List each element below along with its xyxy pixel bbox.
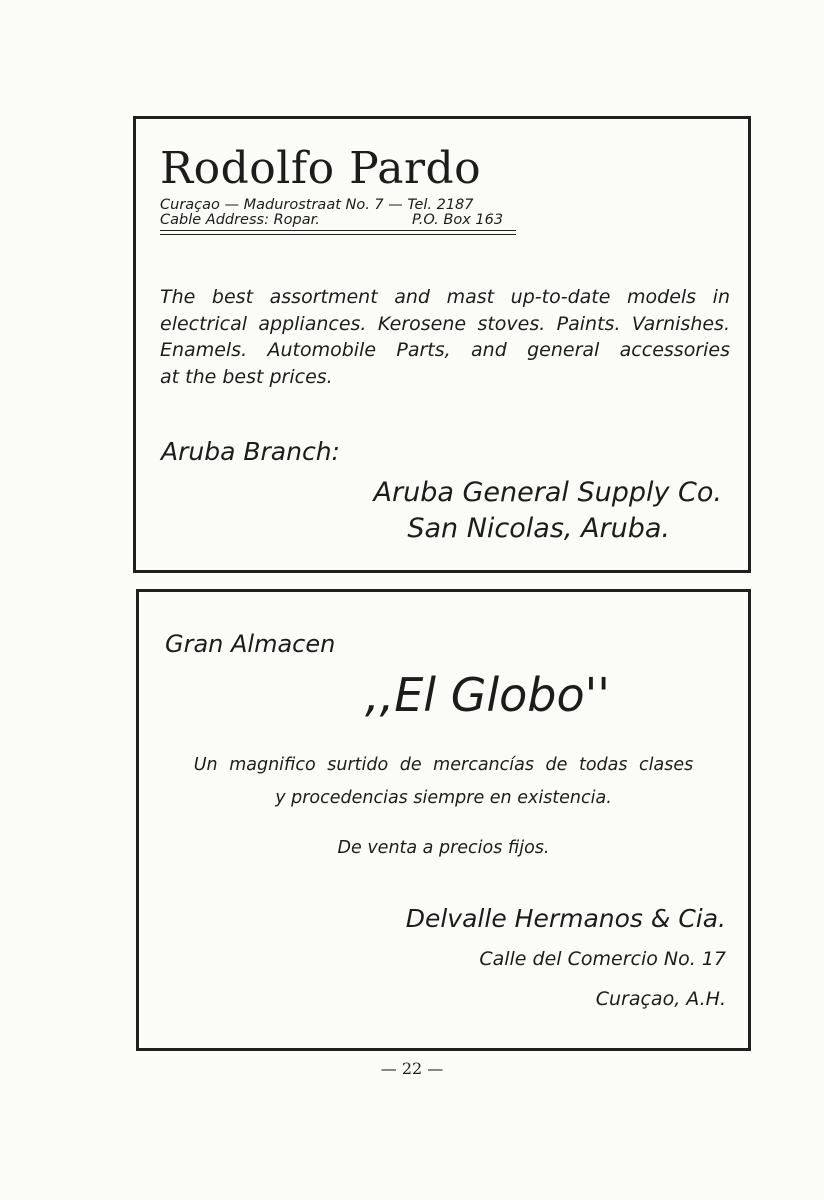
description-line: The best assortment and mast up-to-date models in <box>160 286 730 308</box>
description-line: at the best prices. <box>160 365 333 388</box>
page-number: — 22 — <box>380 1059 444 1078</box>
business-name: Rodolfo Pardo <box>160 143 482 194</box>
divider <box>160 234 516 235</box>
stock-line: y procedencias siempre en existencia. <box>275 788 612 808</box>
city: Curaçao, A.H. <box>595 988 726 1010</box>
description <box>160 284 730 390</box>
address-line: Curaçao — Madurostraat No. 7 — Tel. 2187 <box>160 197 474 213</box>
branch-name: Aruba General Supply Co. <box>373 477 722 508</box>
fixed-prices-line: De venta a precios fijos. <box>337 838 550 858</box>
cable-address: Cable Address: Ropar. <box>160 212 320 228</box>
branch-location: San Nicolas, Aruba. <box>407 513 670 544</box>
description-line: electrical appliances. Kerosene stoves. Paints. Varnishes. <box>160 312 730 335</box>
store-name: ,,El Globo'' <box>365 668 610 722</box>
po-box: P.O. Box 163 <box>412 212 504 228</box>
store-type: Gran Almacen <box>165 630 336 658</box>
branch-heading: Aruba Branch: <box>161 437 340 466</box>
cable-address-line <box>160 212 504 228</box>
street-address: Calle del Comercio No. 17 <box>479 948 726 970</box>
description-line: Enamels. Automobile Parts, and general accessories <box>160 339 730 361</box>
owner-name: Delvalle Hermanos & Cia. <box>405 904 726 933</box>
advertisement-rodolfo-pardo <box>133 116 751 573</box>
divider <box>160 230 516 231</box>
advertisement-el-globo <box>136 589 751 1051</box>
assortment-line: Un magnifico surtido de mercancías de todas clases <box>193 755 694 775</box>
